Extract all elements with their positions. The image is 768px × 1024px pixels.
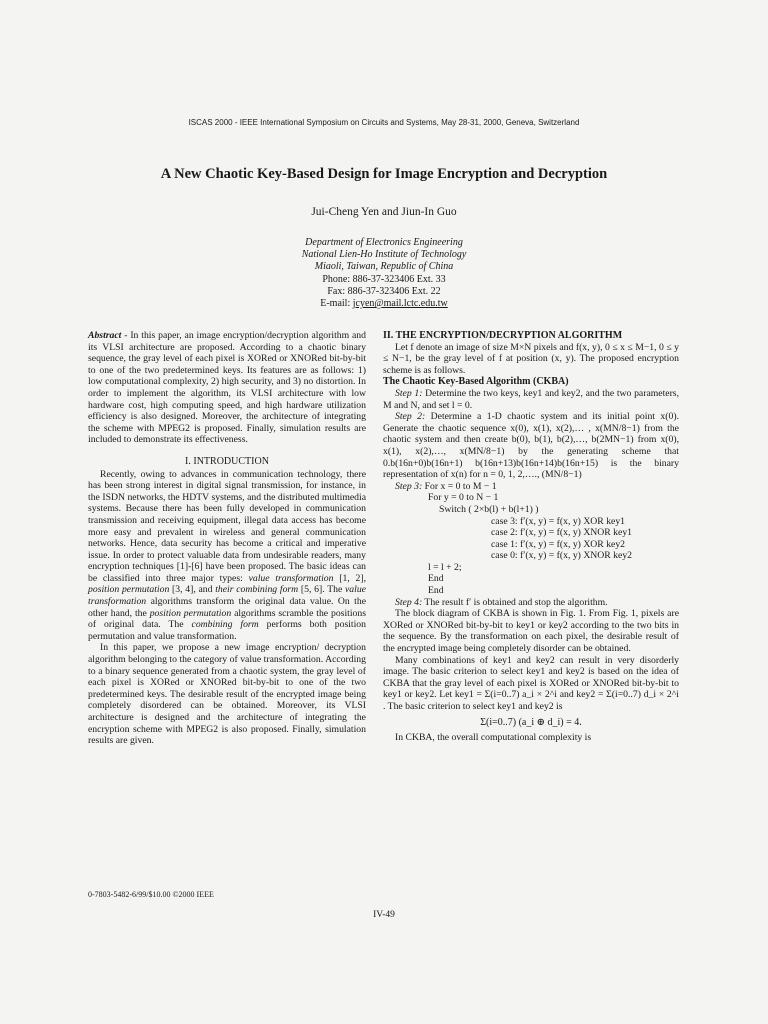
section-2-paragraph-4: In CKBA, the overall computational complexity is <box>395 732 592 744</box>
affiliation-block <box>0 237 768 310</box>
email-label: E-mail: <box>320 298 353 310</box>
conference-header: ISCAS 2000 - IEEE International Symposium on Circuits and Systems, May 28-31, 2000, Geneva, Switzerland <box>188 118 580 127</box>
paper-title: A New Chaotic Key-Based Design for Image Encryption and Decryption <box>160 166 608 182</box>
affiliation-location: Miaoli, Taiwan, Republic of China <box>314 261 454 273</box>
ckba-subheading: The Chaotic Key-Based Algorithm (CKBA) <box>383 376 569 388</box>
paper-authors: Jui-Cheng Yen and Jiun-In Guo <box>311 206 457 218</box>
code-line: For x = 0 to M − 1 <box>424 480 497 492</box>
affiliation-fax: Fax: 886-37-323406 Ext. 22 <box>327 285 441 297</box>
code-line: For y = 0 to N − 1 <box>428 492 499 504</box>
email-link[interactable]: jcyen@mail.lctc.edu.tw <box>352 298 448 310</box>
section-2-paragraph-2: The block diagram of CKBA is shown in Fig. 1. From Fig. 1, pixels are XORed or XNORed bit-by-bit to key1 or key2 according to the two bits in the sequence. By the transformation on each pixel, the desirable result of the encrypted image being completely disorder can be obtained. <box>383 608 679 655</box>
affiliation-dept: Department of Electronics Engineering <box>305 237 463 248</box>
section-2-paragraph-3: Many combinations of key1 and key2 can result in very disorderly image. The basic criterion to select key1 and key2 is based on the idea of CKBA that the gray level of each pixel is XORed or XNORed bit-by-bit to key1 or key2. Let key1 = Σ(i=0..7) a_i × 2^i and key2 = Σ(i=0..7) d_i × 2^i . The basic criterion to select key1 and key2 is <box>383 654 679 712</box>
code-line: End <box>428 585 444 597</box>
section-2-intro: Let f denote an image of size M×N pixels and f(x, y), 0 ≤ x ≤ M−1, 0 ≤ y ≤ N−1, be the gray level of f at position (x, y). The proposed encryption scheme is as follows. <box>383 341 679 376</box>
page-number: IV-49 <box>373 910 395 920</box>
code-line: l = l + 2; <box>428 561 462 573</box>
step-1: Step 1: Determine the two keys, key1 and key2, and the two parameters, M and N, and set l = 0. <box>383 387 679 411</box>
affiliation-email-line <box>0 298 768 310</box>
copyright-notice: 0-7803-5482-6/99/$10.00 ©2000 IEEE <box>88 890 214 899</box>
abstract-label: Abstract <box>88 330 122 341</box>
code-line: case 3: f′(x, y) = f(x, y) XOR key1 <box>491 515 626 527</box>
code-line: Switch ( 2×b(l) + b(l+1) ) <box>439 503 539 515</box>
left-column <box>88 330 366 747</box>
intro-paragraph-1: Recently, owing to advances in communication technology, there has been strong interest in digital signal transmission, for instance, in the ISDN networks, the HDTV systems, and the distributed multimedia systems. Because there has been fully developed in communication transmission and receiving equipment, illegal data access has become more easy and prevalent in wireless and general communication networks. Hence, data security has become a critical and imperative issue. In order to protect valuable data from undesirable readers, many encryption techniques [1]-[6] have been proposed. The basic ideas can be classified into three major types: value transformation [1, 2], position permutation [3, 4], and their combining form [5, 6]. The value transformation algorithms transform the original data value. On the other hand, the position permutation algorithms scramble the positions of original data. The combining form performs both position permutation and value transformation. <box>88 468 366 642</box>
step-4: Step 4: The result f′ is obtained and stop the algorithm. <box>395 596 608 608</box>
code-line: case 0: f′(x, y) = f(x, y) XNOR key2 <box>491 550 633 562</box>
intro-paragraph-2: In this paper, we propose a new image encryption/ decryption algorithm belonging to the category of value transformation. According to a binary sequence generated from a chaotic system, the gray level of each pixel is XORed or XNORed bit-by-bit to one of the two predetermined keys. The desirable result of the encrypted image being completely disordered can be obtained. Moreover, its VLSI architecture is designed and the architecture of integrating the encryption scheme with MPEG2 is also proposed. Finally, simulation results are given. <box>88 642 366 747</box>
step-3-label: Step 3: <box>395 480 423 492</box>
affiliation-phone: Phone: 886-37-323406 Ext. 33 <box>322 273 446 285</box>
abstract-text: - In this paper, an image encryption/decryption algorithm and its VLSI architecture are proposed. According to a chaotic binary sequence, the gray level of each pixel is XORed or XNORed bit-by-bit to one of the two predetermined keys. Its features are as follows: 1) low computational complexity, 2) high security, and 3) no distortion. In order to implement the algorithm, its VLSI architecture with low hardware cost, high computing speed, and high hardware utilization efficiency is also designed. Moreover, the architecture of integrating the scheme with MPEG2 is proposed. Finally, simulation results are included to demonstrate its effectiveness. <box>88 330 366 446</box>
section-2-heading: II. THE ENCRYPTION/DECRYPTION ALGORITHM <box>383 330 623 341</box>
step-2: Step 2: Determine a 1-D chaotic system and its initial point x(0). Generate the chaotic sequence x(0), x(1), x(2),… , x(MN/8−1) from the chaotic system and then create b(0), b(1), b(2),…, b(2MN−1) from x(0), x(1), x(2),…, x(MN/8−1) by the generating scheme that 0.b(16n+0)b(16n+1) b(16n+13)b(16n+14)b(16n+15) is the binary representation of x(n) for n = 0, 1, 2,…., (MN/8−1) <box>383 411 679 481</box>
code-line: End <box>428 573 444 585</box>
code-line: case 2: f′(x, y) = f(x, y) XNOR key1 <box>491 527 633 539</box>
key-criterion-equation: Σ(i=0..7) (a_i ⊕ d_i) = 4. <box>480 716 582 728</box>
affiliation-inst: National Lien-Ho Institute of Technology <box>301 249 467 261</box>
intro-heading: I. INTRODUCTION <box>185 455 269 467</box>
code-line: case 1: f′(x, y) = f(x, y) XOR key2 <box>491 538 626 550</box>
step-3-code <box>383 481 679 597</box>
abstract <box>88 330 366 446</box>
right-column <box>383 330 679 744</box>
